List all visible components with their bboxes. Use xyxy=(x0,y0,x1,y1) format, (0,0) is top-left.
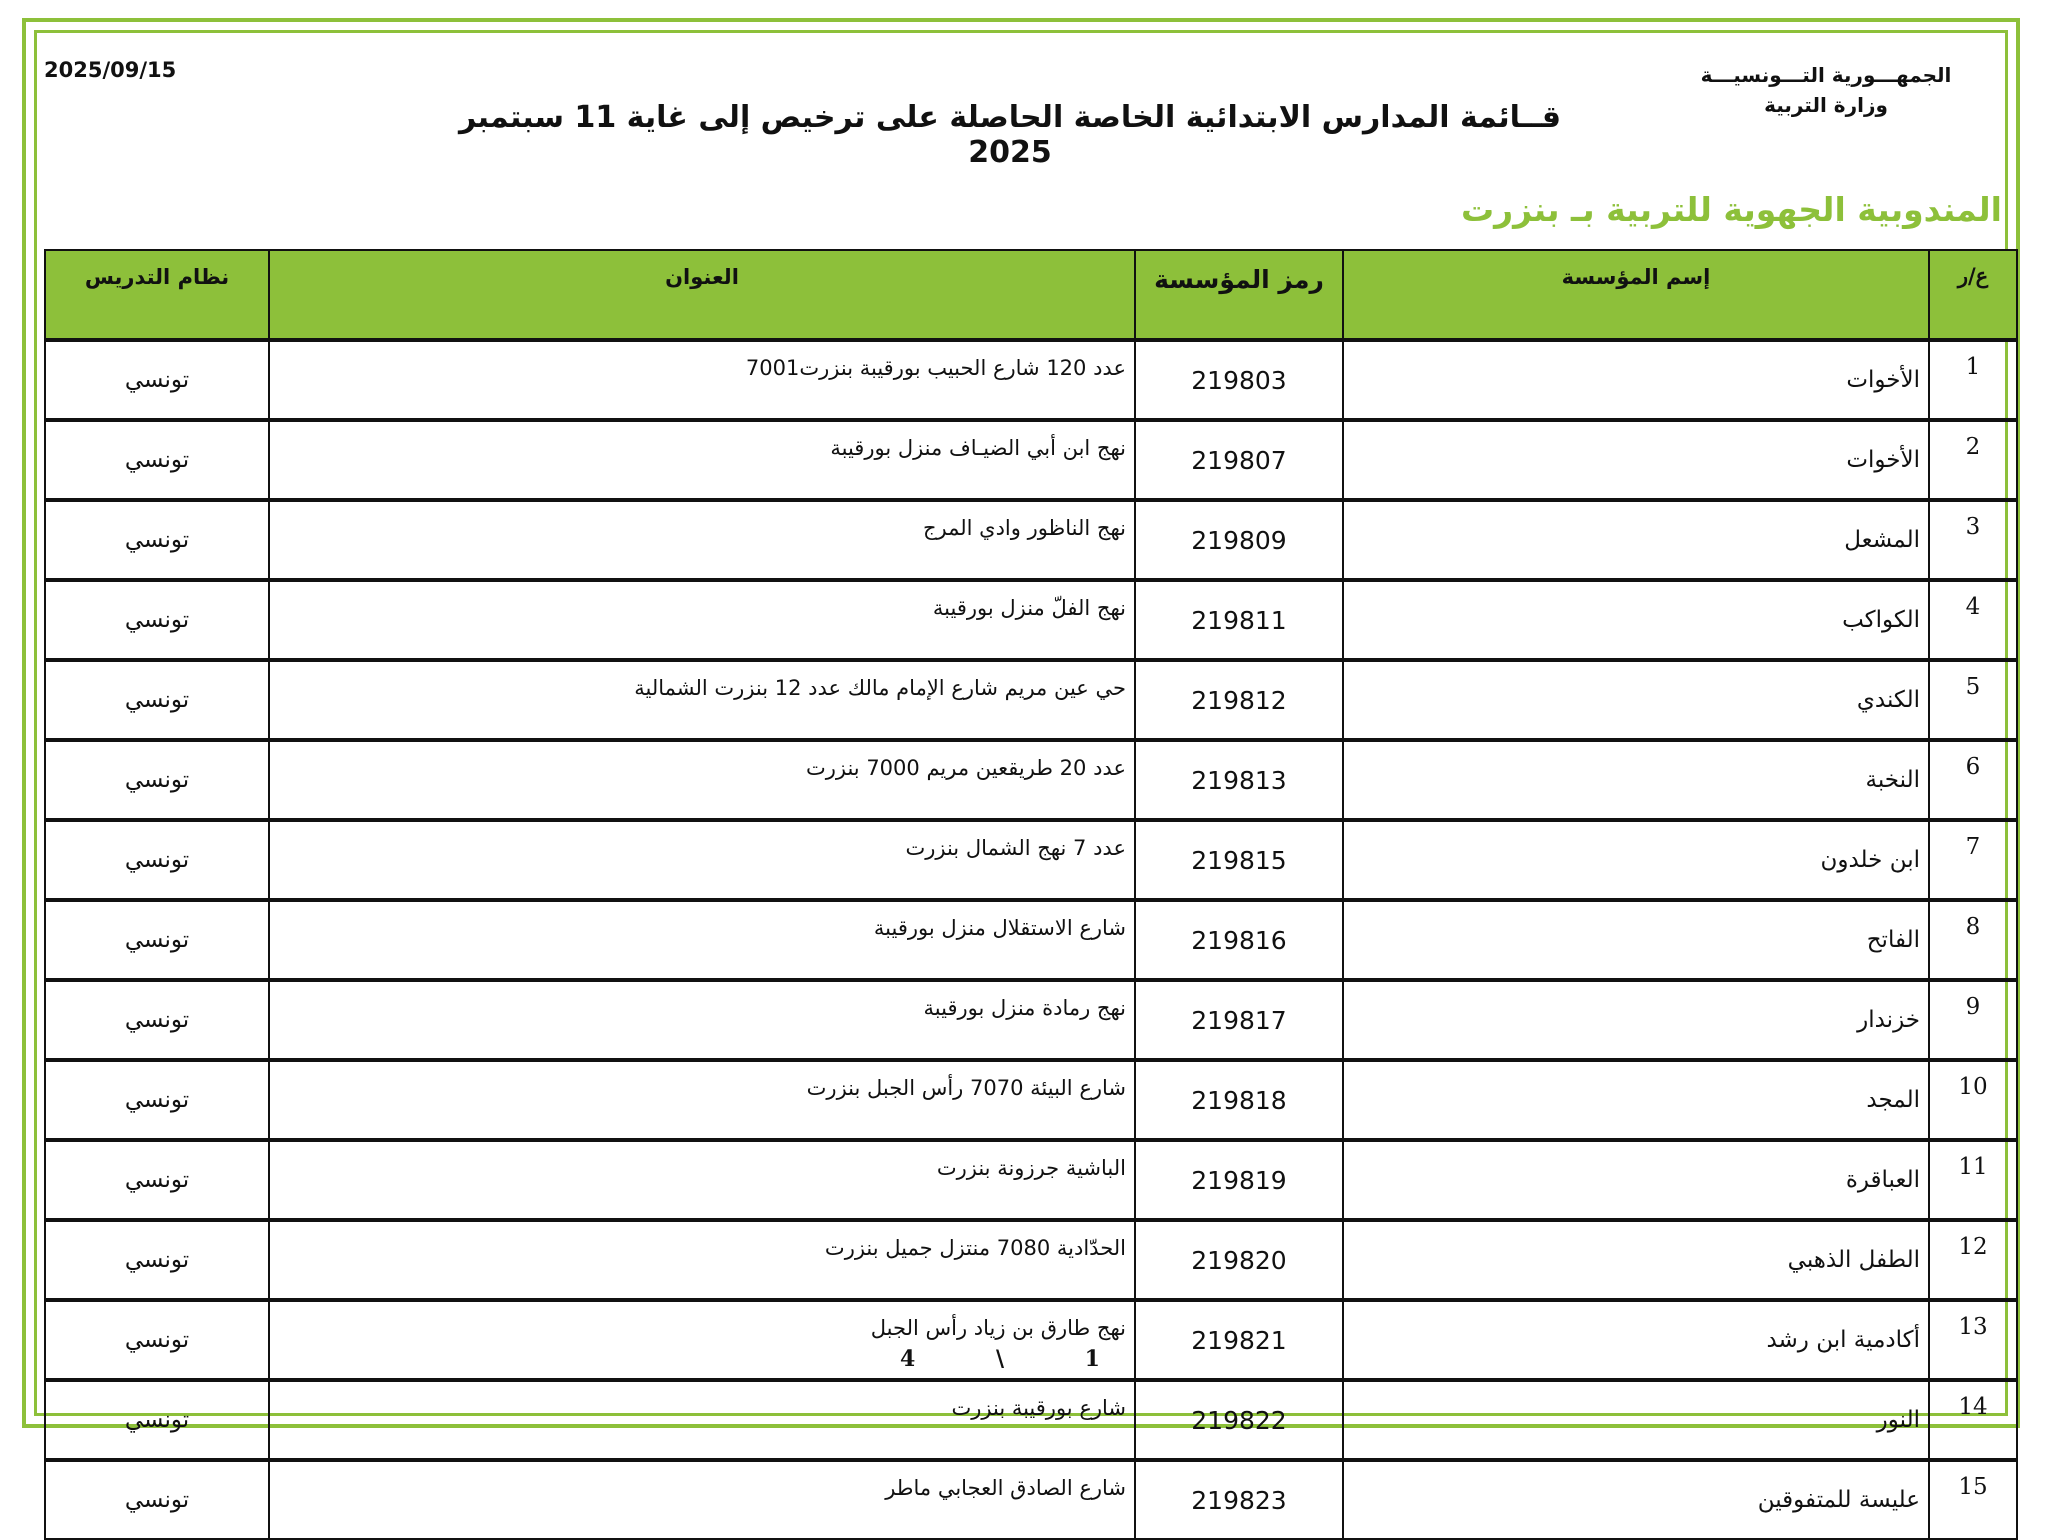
table-row xyxy=(45,980,2017,1060)
cell-num: 5 xyxy=(1929,660,2017,740)
cell-code: 219820 xyxy=(1135,1220,1343,1300)
cell-address: نهج ابن أبي الضيـاف منزل بورقيبة xyxy=(269,420,1135,500)
cell-code: 219803 xyxy=(1135,340,1343,420)
page-total: 4 xyxy=(900,1346,916,1372)
cell-code: 219816 xyxy=(1135,900,1343,980)
table-row xyxy=(45,1460,2017,1539)
cell-address: الباشية جرزونة بنزرت xyxy=(269,1140,1135,1220)
cell-address: عدد 20 طريقعين مريم 7000 بنزرت xyxy=(269,740,1135,820)
page-title: قــائمة المدارس الابتدائية الخاصة الحاصلة على ترخيص إلى غاية 11 سبتمبر 2025 xyxy=(459,100,1561,170)
cell-name: الأخوات xyxy=(1343,420,1929,500)
cell-address: عدد 120 شارع الحبيب بورقيبة بنزرت7001 xyxy=(269,340,1135,420)
cell-code: 219807 xyxy=(1135,420,1343,500)
cell-name: الأخوات xyxy=(1343,340,1929,420)
page-separator: \ xyxy=(995,1346,1005,1372)
cell-address: نهج رمادة منزل بورقيبة xyxy=(269,980,1135,1060)
cell-num: 7 xyxy=(1929,820,2017,900)
cell-name: الكواكب xyxy=(1343,580,1929,660)
cell-name: عليسة للمتفوقين xyxy=(1343,1460,1929,1539)
cell-name: أكادمية ابن رشد xyxy=(1343,1300,1929,1380)
cell-num: 14 xyxy=(1929,1380,2017,1460)
cell-address: نهج الفلّ منزل بورقيبة xyxy=(269,580,1135,660)
ministry-label: وزارة التربية xyxy=(1764,93,1888,117)
cell-system: تونسي xyxy=(45,980,269,1060)
cell-system: تونسي xyxy=(45,1220,269,1300)
cell-num: 1 xyxy=(1929,340,2017,420)
cell-system: تونسي xyxy=(45,1060,269,1140)
cell-system: تونسي xyxy=(45,660,269,740)
cell-address: نهج طارق بن زياد رأس الجبل xyxy=(269,1300,1135,1380)
cell-system: تونسي xyxy=(45,1380,269,1460)
region-heading: المندوبية الجهوية للتربية بـ بنزرت xyxy=(1460,190,2002,229)
cell-address: حي عين مريم شارع الإمام مالك عدد 12 بنزرت الشمالية xyxy=(269,660,1135,740)
cell-num: 9 xyxy=(1929,980,2017,1060)
issuer-block xyxy=(1676,60,1976,120)
cell-num: 8 xyxy=(1929,900,2017,980)
cell-name: الطفل الذهبي xyxy=(1343,1220,1929,1300)
cell-system: تونسي xyxy=(45,1140,269,1220)
col-header-code: رمز المؤسسة xyxy=(1135,250,1343,340)
cell-name: العباقرة xyxy=(1343,1140,1929,1220)
cell-address: شارع البيئة 7070 رأس الجبل بنزرت xyxy=(269,1060,1135,1140)
cell-code: 219809 xyxy=(1135,500,1343,580)
cell-code: 219822 xyxy=(1135,1380,1343,1460)
table-header-row xyxy=(45,250,2017,340)
cell-name: الفاتح xyxy=(1343,900,1929,980)
cell-system: تونسي xyxy=(45,1460,269,1539)
cell-num: 15 xyxy=(1929,1460,2017,1539)
table-row xyxy=(45,900,2017,980)
cell-system: تونسي xyxy=(45,500,269,580)
document-date: 2025/09/15 xyxy=(44,58,177,82)
cell-name: النور xyxy=(1343,1380,1929,1460)
cell-code: 219818 xyxy=(1135,1060,1343,1140)
page-current: 1 xyxy=(1084,1346,1100,1372)
cell-name: الكندي xyxy=(1343,660,1929,740)
cell-address: شارع الصادق العجابي ماطر xyxy=(269,1460,1135,1539)
cell-code: 219815 xyxy=(1135,820,1343,900)
cell-num: 12 xyxy=(1929,1220,2017,1300)
cell-num: 3 xyxy=(1929,500,2017,580)
cell-address: شارع بورقيبة بنزرت xyxy=(269,1380,1135,1460)
cell-code: 219821 xyxy=(1135,1300,1343,1380)
cell-system: تونسي xyxy=(45,340,269,420)
cell-name: ابن خلدون xyxy=(1343,820,1929,900)
table-row xyxy=(45,740,2017,820)
col-header-system: نظام التدريس xyxy=(45,250,269,340)
cell-system: تونسي xyxy=(45,900,269,980)
col-header-num: ع/ر xyxy=(1929,250,2017,340)
col-header-name: إسم المؤسسة xyxy=(1343,250,1929,340)
page-indicator xyxy=(900,1346,1100,1372)
cell-system: تونسي xyxy=(45,580,269,660)
cell-code: 219812 xyxy=(1135,660,1343,740)
table-row xyxy=(45,580,2017,660)
cell-system: تونسي xyxy=(45,420,269,500)
cell-system: تونسي xyxy=(45,1300,269,1380)
cell-num: 13 xyxy=(1929,1300,2017,1380)
cell-address: شارع الاستقلال منزل بورقيبة xyxy=(269,900,1135,980)
table-row xyxy=(45,1220,2017,1300)
cell-code: 219823 xyxy=(1135,1460,1343,1539)
republic-label: الجمهـــورية التـــونسيـــة xyxy=(1700,63,1952,87)
cell-code: 219817 xyxy=(1135,980,1343,1060)
cell-name: خزندار xyxy=(1343,980,1929,1060)
cell-address: عدد 7 نهج الشمال بنزرت xyxy=(269,820,1135,900)
cell-num: 11 xyxy=(1929,1140,2017,1220)
cell-code: 219819 xyxy=(1135,1140,1343,1220)
table-row xyxy=(45,1060,2017,1140)
cell-num: 10 xyxy=(1929,1060,2017,1140)
table-row xyxy=(45,500,2017,580)
cell-code: 219811 xyxy=(1135,580,1343,660)
table-row xyxy=(45,820,2017,900)
cell-code: 219813 xyxy=(1135,740,1343,820)
col-header-address: العنوان xyxy=(269,250,1135,340)
table-row xyxy=(45,340,2017,420)
cell-name: المشعل xyxy=(1343,500,1929,580)
cell-address: نهج الناظور وادي المرج xyxy=(269,500,1135,580)
table-row xyxy=(45,660,2017,740)
cell-system: تونسي xyxy=(45,820,269,900)
cell-system: تونسي xyxy=(45,740,269,820)
table-row xyxy=(45,1140,2017,1220)
cell-name: المجد xyxy=(1343,1060,1929,1140)
cell-address: الحدّادية 7080 منتزل جميل بنزرت xyxy=(269,1220,1135,1300)
table-row xyxy=(45,1380,2017,1460)
cell-num: 2 xyxy=(1929,420,2017,500)
cell-num: 6 xyxy=(1929,740,2017,820)
table-row xyxy=(45,420,2017,500)
cell-name: النخبة xyxy=(1343,740,1929,820)
cell-num: 4 xyxy=(1929,580,2017,660)
